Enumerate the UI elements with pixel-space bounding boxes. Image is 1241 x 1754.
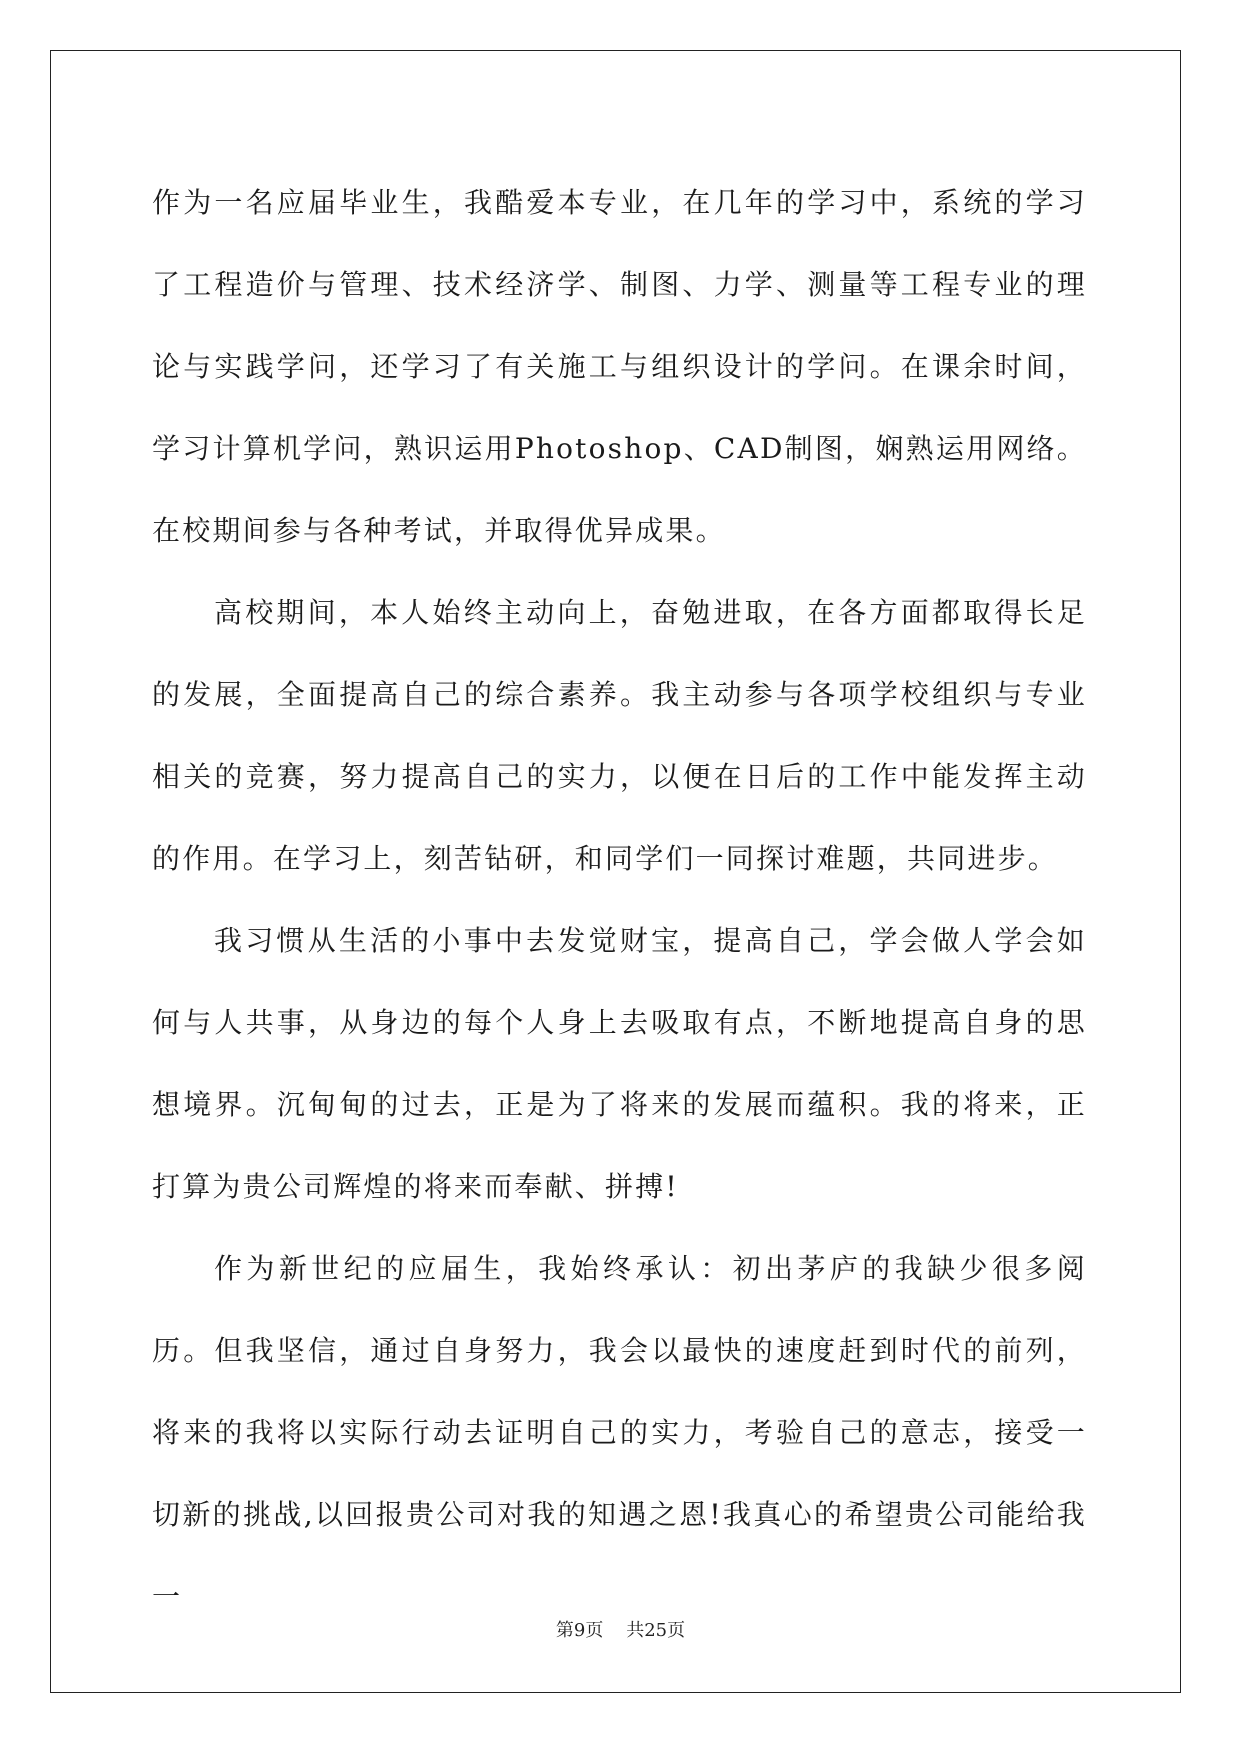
- document-body: [152, 162, 1087, 1638]
- page-total: 共25页: [626, 1620, 686, 1641]
- paragraph-1: 作为一名应届毕业生，我酷爱本专业，在几年的学习中，系统的学习了工程造价与管理、技术经济学、制图、力学、测量等工程专业的理论与实践学问，还学习了有关施工与组织设计的学问。在课余时间，学习计算机学问，熟识运用Photoshop、CAD制图，娴熟运用网络。在校期间参与各种考试，并取得优异成果。: [152, 186, 1087, 547]
- page-footer: [0, 1616, 1241, 1642]
- page-number: 第9页: [555, 1620, 604, 1641]
- paragraph-4: 作为新世纪的应届生，我始终承认：初出茅庐的我缺少很多阅历。但我坚信，通过自身努力，我会以最快的速度赶到时代的前列，将来的我将以实际行动去证明自己的实力，考验自己的意志，接受一切新的挑战,以回报贵公司对我的知遇之恩!我真心的希望贵公司能给我一: [152, 1252, 1087, 1613]
- paragraph-2: 高校期间，本人始终主动向上，奋勉进取，在各方面都取得长足的发展，全面提高自己的综合素养。我主动参与各项学校组织与专业相关的竞赛，努力提高自己的实力，以便在日后的工作中能发挥主动的作用。在学习上，刻苦钻研，和同学们一同探讨难题，共同进步。: [152, 596, 1087, 875]
- paragraph-3: 我习惯从生活的小事中去发觉财宝，提高自己，学会做人学会如何与人共事，从身边的每个人身上去吸取有点，不断地提高自身的思想境界。沉甸甸的过去，正是为了将来的发展而蕴积。我的将来，正打算为贵公司辉煌的将来而奉献、拼搏!: [152, 924, 1087, 1203]
